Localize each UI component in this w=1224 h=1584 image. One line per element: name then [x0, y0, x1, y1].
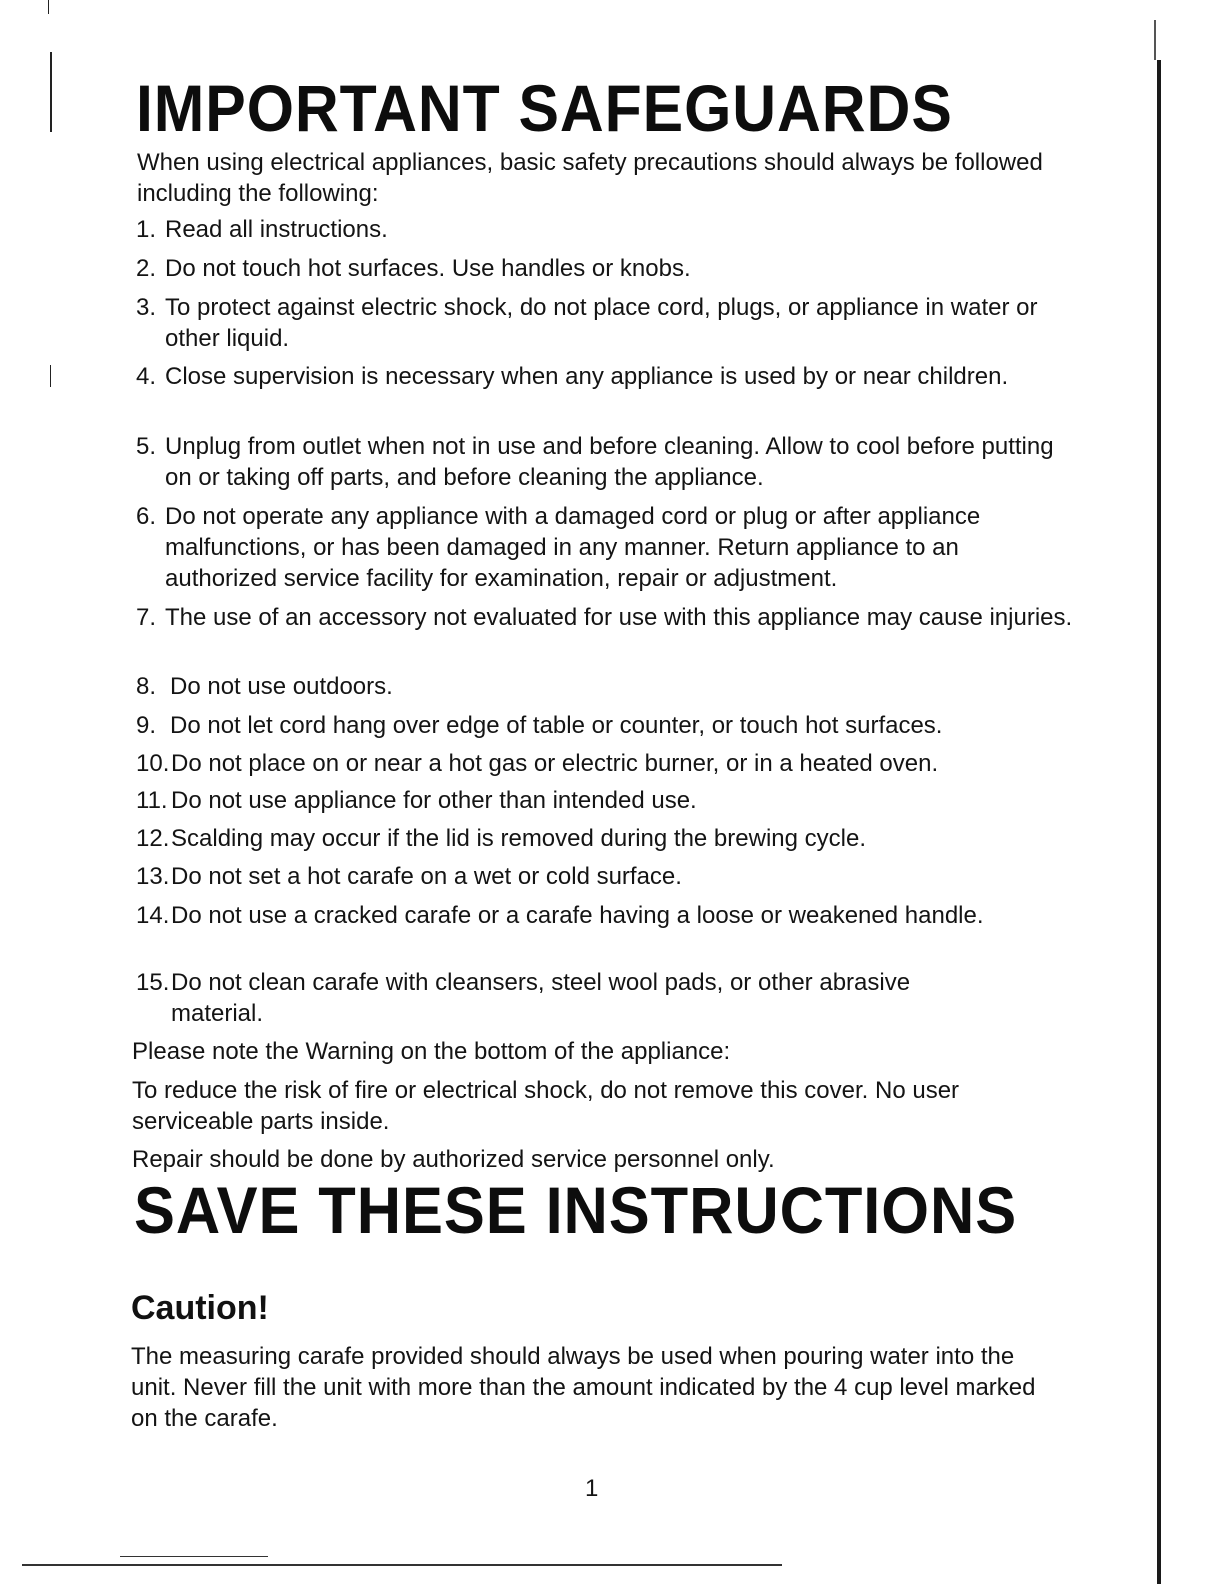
page-number: 1: [585, 1475, 599, 1502]
list-item: [0, 214, 1100, 253]
list-item-text: Do not clean carafe with cleansers, steel wool pads, or other abrasive material.: [171, 969, 911, 1027]
list-item: [0, 710, 1100, 748]
list-item-number: 4.: [136, 363, 157, 390]
list-item-text: The use of an accessory not evaluated for use with this appliance may cause injuries.: [165, 604, 1073, 631]
list-item: [0, 861, 1100, 900]
list-item-text: Do not place on or near a hot gas or electric burner, or in a heated oven.: [171, 750, 939, 777]
repair-note: Repair should be done by authorized service personnel only.: [132, 1146, 775, 1173]
list-item-number: 9.: [136, 712, 157, 739]
list-item-text: Do not use a cracked carafe or a carafe having a loose or weakened handle.: [171, 902, 984, 929]
page-title: IMPORTANT SAFEGUARDS: [136, 71, 953, 145]
list-item: [0, 361, 1100, 431]
list-item: [0, 253, 1100, 292]
list-item: [0, 292, 1100, 361]
list-item: [0, 671, 1100, 710]
scan-artifact: [120, 1556, 268, 1557]
list-item-number: 13.: [136, 863, 170, 890]
page-binding-edge: [1157, 60, 1161, 1584]
list-item-number: 14.: [136, 902, 170, 929]
list-item: [0, 785, 1100, 823]
list-item-number: 7.: [136, 604, 157, 631]
scan-artifact: [48, 0, 49, 14]
list-item-text: Unplug from outlet when not in use and before cleaning. Allow to cool before putting on or taking off parts, and before cleaning the appliance.: [165, 433, 1054, 491]
list-item-text: Do not operate any appliance with a damaged cord or plug or after appliance malfunctions, or has been damaged in any manner. Return appliance to an authorized service facility for examination, repair or adjustment.: [165, 503, 981, 592]
list-item-number: 15.: [136, 969, 170, 996]
list-item-text: Do not use outdoors.: [170, 673, 393, 700]
list-item: [0, 602, 1100, 671]
list-item: [0, 431, 1100, 501]
list-item-text: Scalding may occur if the lid is removed during the brewing cycle.: [171, 825, 866, 852]
list-item-number: 10.: [136, 750, 170, 777]
page-bottom-rule: [22, 1564, 782, 1566]
list-item-text: Do not set a hot carafe on a wet or cold surface.: [171, 863, 682, 890]
list-item: [0, 900, 1100, 967]
warning-note: Please note the Warning on the bottom of the appliance:: [132, 1038, 731, 1065]
list-item: [0, 501, 1100, 602]
list-item-number: 2.: [136, 255, 157, 282]
list-item-number: 5.: [136, 433, 157, 460]
list-item-text: Do not use appliance for other than intended use.: [171, 787, 697, 814]
caution-heading: Caution!: [131, 1289, 269, 1327]
caution-paragraph: The measuring carafe provided should always be used when pouring water into the unit. Never fill the unit with more than the amount indicated by the 4 cup level marked on the carafe.: [131, 1343, 1036, 1432]
scan-artifact: [50, 52, 52, 132]
list-item-number: 11.: [136, 787, 168, 814]
list-item-number: 8.: [136, 673, 157, 700]
list-item-number: 6.: [136, 503, 157, 530]
safeguard-list: [0, 214, 1100, 1037]
list-item: [0, 748, 1100, 785]
list-item-text: Read all instructions.: [165, 216, 388, 243]
save-instructions-heading: SAVE THESE INSTRUCTIONS: [134, 1173, 1018, 1247]
list-item: [0, 967, 1100, 1037]
list-item-number: 1.: [136, 216, 157, 243]
list-item-text: Do not let cord hang over edge of table or counter, or touch hot surfaces.: [170, 712, 943, 739]
list-item-number: 12.: [136, 825, 170, 852]
warning-text: To reduce the risk of fire or electrical shock, do not remove this cover. No user serviceable parts inside.: [132, 1077, 960, 1135]
list-item-text: To protect against electric shock, do not place cord, plugs, or appliance in water or other liquid.: [165, 294, 1038, 352]
list-item: [0, 823, 1100, 861]
list-item-text: Close supervision is necessary when any appliance is used by or near children.: [165, 363, 1009, 390]
list-item-number: 3.: [136, 294, 157, 321]
list-item-text: Do not touch hot surfaces. Use handles or knobs.: [165, 255, 691, 282]
scan-artifact: [1154, 20, 1156, 60]
intro-paragraph: When using electrical appliances, basic safety precautions should always be followed including the following:: [137, 149, 1043, 207]
